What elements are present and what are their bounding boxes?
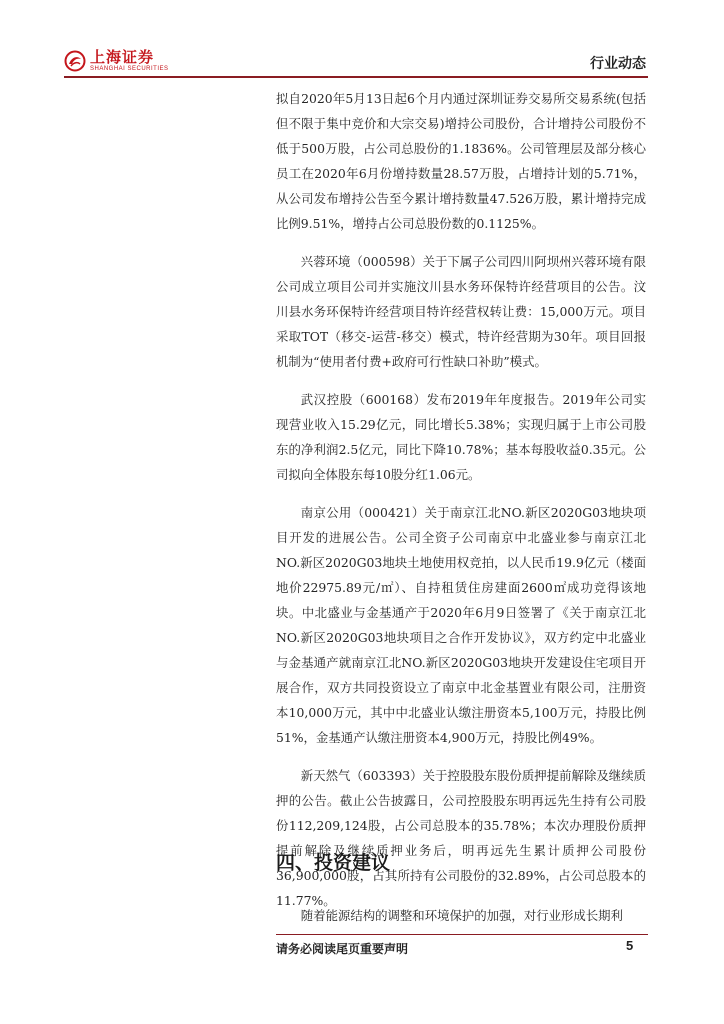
paragraph-nanjing-public: 南京公用（000421）关于南京江北NO.新区2020G03地块项目开发的进展公告。公司全资子公司南京中北盛业参与南京江北NO.新区2020G03地块土地使用权竞拍，以人民币19.9亿元（楼面地价22975.89元/㎡）、自持租赁住房建面2600㎡成功竞得该地块。中北盛业与金基通产于2020年6月9日签署了《关于南京江北NO.新区2020G03地块项目之合作开发协议》，双方约定中北盛业与金基通产就南京江北NO.新区2020G03地块开发建设住宅项目开展合作，双方共同投资设立了南京中北金基置业有限公司，注册资本10,000万元，其中中北盛业认缴注册资本5,100万元，持股比例51%，金基通产认缴注册资本4,900万元，持股比例49%。 — [276, 505, 646, 745]
paragraph-xintian-gas: 新天然气（603393）关于控股股东股份质押提前解除及继续质押的公告。截止公告披露日，公司控股股东明再远先生持有公司股份112,209,124股，占公司总股本的35.78%；本次办理股份质押提前解除及继续质押业务后，明再远先生累计质押公司股份36,900,000股，占其所持有公司股份的32.89%，占公司总股本的11.77%。 — [276, 768, 646, 908]
section-heading-investment: 四、投资建议 — [276, 852, 391, 874]
paragraph-xingrong: 兴蓉环境（000598）关于下属子公司四川阿坝州兴蓉环境有限公司成立项目公司并实施汶川县水务环保特许经营项目的公告。汶川县水务环保特许经营项目特许经营权转让费：15,000万元。项目采取TOT（移交-运营-移交）模式，特许经营期为30年。项目回报机制为“使用者付费+政府可行性缺口补助”模式。 — [276, 254, 646, 369]
logo-emblem-icon — [64, 50, 86, 72]
footer-divider — [276, 934, 648, 935]
paragraph-investment-advice: 随着能源结构的调整和环境保护的加强，对行业形成长期利 — [300, 908, 623, 923]
body-content — [276, 86, 646, 926]
page-header — [0, 0, 724, 80]
logo-english-name: SHANGHAI SECURITIES — [90, 66, 169, 72]
paragraph-increase-holdings: 拟自2020年5月13日起6个月内通过深圳证券交易所交易系统(包括但不限于集中竞价和大宗交易)增持公司股份，合计增持公司股份不低于500万股，占公司总股份的1.1836%。公司管理层及部分核心员工在2020年6月份增持数量28.57万股，占增持计划的5.71%，从公司发布增持公告至今累计增持数量47.526万股，累计增持完成比例9.51%，增持占公司总股份数的0.1125%。 — [276, 91, 646, 231]
logo-name: 上海证券 — [90, 48, 155, 66]
company-logo — [64, 50, 169, 72]
header-divider — [64, 76, 648, 78]
paragraph-wuhan-holdings: 武汉控股（600168）发布2019年年度报告。2019年公司实现营业收入15.29亿元，同比增长5.38%；实现归属于上市公司股东的净利润2.5亿元，同比下降10.78%；基本每股收益0.35元。公司拟向全体股东每10股分红1.06元。 — [276, 392, 646, 482]
page-number: 5 — [626, 938, 634, 953]
report-category-label: 行业动态 — [590, 56, 646, 72]
disclaimer-note: 请务必阅读尾页重要声明 — [276, 942, 409, 956]
